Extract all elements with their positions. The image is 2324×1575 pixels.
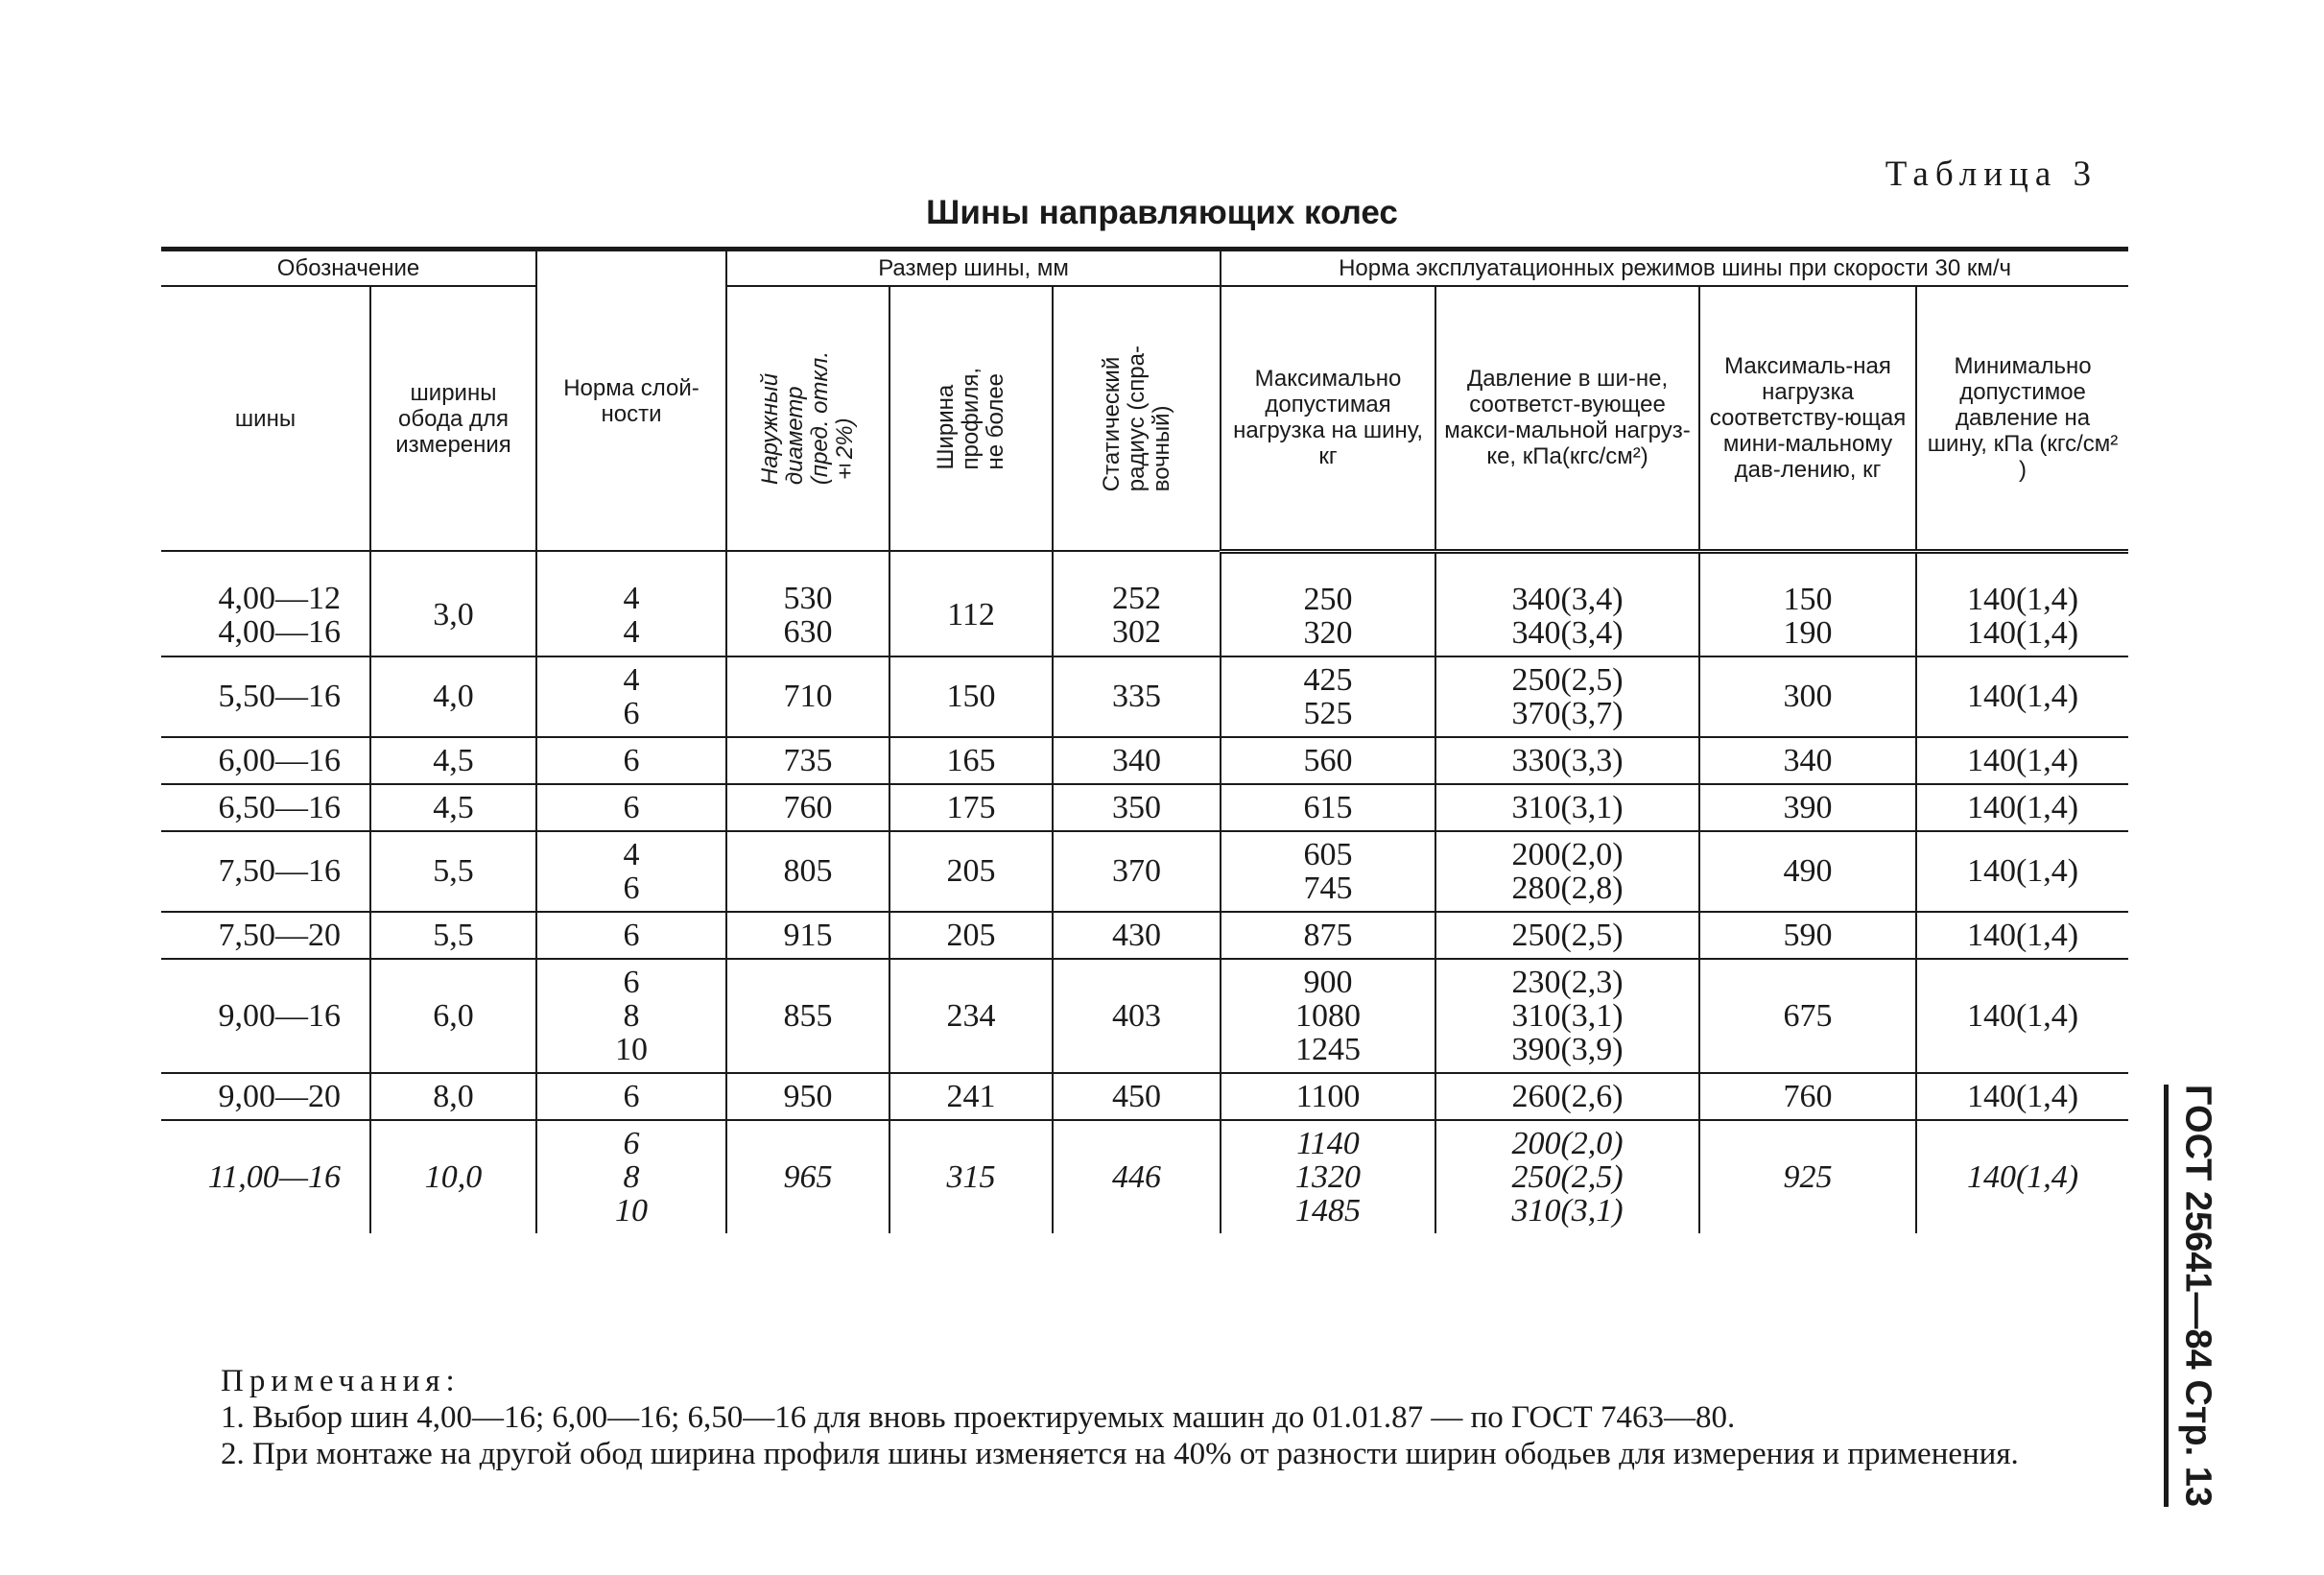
cell-profile-width: 315: [889, 1120, 1053, 1233]
page-side-label: [2164, 1085, 2226, 1507]
header-designation: Обозначение: [161, 251, 536, 286]
header-operating-norm: Норма эксплуатационных режимов шины при скорости 30 км/ч: [1221, 251, 2128, 286]
cell-rim-width: 10,0: [370, 1120, 536, 1233]
cell-max-load-min-pressure: 150 190: [1699, 551, 1916, 656]
cell-tire: 9,00—20: [161, 1073, 370, 1120]
cell-static-radius: 340: [1053, 737, 1221, 784]
cell-tire: 7,50—16: [161, 831, 370, 912]
cell-static-radius: 335: [1053, 656, 1221, 737]
cell-pressure: 230(2,3) 310(3,1) 390(3,9): [1435, 959, 1699, 1073]
cell-ply-rating: 6: [536, 912, 726, 959]
cell-outer-diameter: 530 630: [726, 551, 889, 656]
cell-rim-width: 8,0: [370, 1073, 536, 1120]
cell-max-load-min-pressure: 490: [1699, 831, 1916, 912]
cell-outer-diameter: 760: [726, 784, 889, 831]
header-static-radius-text: Статический радиус (спра- вочный): [1098, 345, 1174, 492]
header-profile-width-text: Ширина профиля, не более: [933, 367, 1008, 470]
cell-ply-rating: 4 6: [536, 656, 726, 737]
header-outer-diameter: [726, 286, 889, 551]
header-min-pressure: Минимально допустимое давление на шину, кПа (кгс/см² ): [1916, 286, 2128, 551]
header-tire-size: Размер шины, мм: [726, 251, 1221, 286]
tire-table-wrapper: [161, 247, 2128, 1233]
cell-max-load: 1100: [1221, 1073, 1435, 1120]
cell-rim-width: 5,5: [370, 831, 536, 912]
header-rim-width: ширины обода для измерения: [370, 286, 536, 551]
cell-static-radius: 446: [1053, 1120, 1221, 1233]
cell-max-load: 250 320: [1221, 551, 1435, 656]
cell-max-load-min-pressure: 300: [1699, 656, 1916, 737]
cell-pressure: 250(2,5): [1435, 912, 1699, 959]
cell-rim-width: 4,5: [370, 737, 536, 784]
side-label-text: ГОСТ 25641—84 Стр. 13: [2177, 1085, 2218, 1508]
cell-outer-diameter: 855: [726, 959, 889, 1073]
header-outer-diameter-text: Наружный диаметр (пред. откл. ±2%): [757, 351, 858, 486]
cell-max-load: 615: [1221, 784, 1435, 831]
cell-tire: 9,00—16: [161, 959, 370, 1073]
cell-pressure: 340(3,4) 340(3,4): [1435, 551, 1699, 656]
cell-min-pressure: 140(1,4): [1916, 959, 2128, 1073]
cell-profile-width: 205: [889, 912, 1053, 959]
cell-tire: 5,50—16: [161, 656, 370, 737]
tire-table: [161, 251, 2128, 1233]
table-label: Таблица 3: [1885, 155, 2098, 194]
cell-ply-rating: 4 6: [536, 831, 726, 912]
cell-max-load: 605 745: [1221, 831, 1435, 912]
header-profile-width: [889, 286, 1053, 551]
cell-min-pressure: 140(1,4): [1916, 656, 2128, 737]
cell-pressure: 200(2,0) 280(2,8): [1435, 831, 1699, 912]
cell-static-radius: 430: [1053, 912, 1221, 959]
cell-min-pressure: 140(1,4): [1916, 784, 2128, 831]
cell-min-pressure: 140(1,4): [1916, 1120, 2128, 1233]
cell-min-pressure: 140(1,4): [1916, 912, 2128, 959]
cell-max-load: 1140 1320 1485: [1221, 1120, 1435, 1233]
cell-profile-width: 175: [889, 784, 1053, 831]
cell-max-load: 425 525: [1221, 656, 1435, 737]
cell-max-load-min-pressure: 340: [1699, 737, 1916, 784]
table-row: [161, 656, 2128, 737]
cell-ply-rating: 6: [536, 784, 726, 831]
table-row: [161, 831, 2128, 912]
cell-ply-rating: 4 4: [536, 551, 726, 656]
cell-pressure: 330(3,3): [1435, 737, 1699, 784]
cell-profile-width: 234: [889, 959, 1053, 1073]
cell-tire: 7,50—20: [161, 912, 370, 959]
table-row: [161, 737, 2128, 784]
cell-static-radius: 252 302: [1053, 551, 1221, 656]
cell-outer-diameter: 710: [726, 656, 889, 737]
cell-min-pressure: 140(1,4) 140(1,4): [1916, 551, 2128, 656]
cell-max-load: 900 1080 1245: [1221, 959, 1435, 1073]
cell-outer-diameter: 915: [726, 912, 889, 959]
cell-ply-rating: 6 8 10: [536, 1120, 726, 1233]
cell-static-radius: 370: [1053, 831, 1221, 912]
cell-profile-width: 112: [889, 551, 1053, 656]
table-title: Шины направляющих колес: [926, 194, 1398, 231]
cell-rim-width: 3,0: [370, 551, 536, 656]
table-row: [161, 912, 2128, 959]
cell-outer-diameter: 805: [726, 831, 889, 912]
table-row: [161, 1073, 2128, 1120]
cell-static-radius: 450: [1053, 1073, 1221, 1120]
cell-min-pressure: 140(1,4): [1916, 831, 2128, 912]
header-ply-rating: Норма слой-ности: [536, 251, 726, 551]
cell-outer-diameter: 965: [726, 1120, 889, 1233]
cell-static-radius: 350: [1053, 784, 1221, 831]
cell-profile-width: 205: [889, 831, 1053, 912]
cell-rim-width: 5,5: [370, 912, 536, 959]
notes: [154, 1363, 2140, 1472]
cell-tire: 6,50—16: [161, 784, 370, 831]
cell-pressure: 260(2,6): [1435, 1073, 1699, 1120]
cell-max-load-min-pressure: 925: [1699, 1120, 1916, 1233]
cell-min-pressure: 140(1,4): [1916, 1073, 2128, 1120]
note-item: 2. При монтаже на другой обод ширина профиля шины изменяется на 40% от разности ширин ободьев для измерения и применения.: [221, 1437, 2019, 1471]
header-max-load-min-pressure: Максималь-ная нагрузка соответству-ющая мини-мальному дав-лению, кг: [1699, 286, 1916, 551]
cell-profile-width: 241: [889, 1073, 1053, 1120]
table-row: [161, 551, 2128, 656]
cell-max-load-min-pressure: 675: [1699, 959, 1916, 1073]
cell-ply-rating: 6: [536, 737, 726, 784]
table-row: [161, 1120, 2128, 1233]
cell-pressure: 200(2,0) 250(2,5) 310(3,1): [1435, 1120, 1699, 1233]
cell-max-load: 560: [1221, 737, 1435, 784]
cell-tire: 6,00—16: [161, 737, 370, 784]
cell-ply-rating: 6: [536, 1073, 726, 1120]
header-tire: шины: [161, 286, 370, 551]
cell-max-load-min-pressure: 760: [1699, 1073, 1916, 1120]
header-pressure: Давление в ши-не, соответст-вующее макси-мальной нагруз-ке, кПа(кгс/см²): [1435, 286, 1699, 551]
cell-pressure: 310(3,1): [1435, 784, 1699, 831]
cell-ply-rating: 6 8 10: [536, 959, 726, 1073]
cell-rim-width: 4,5: [370, 784, 536, 831]
header-static-radius: [1053, 286, 1221, 551]
cell-max-load: 875: [1221, 912, 1435, 959]
cell-outer-diameter: 950: [726, 1073, 889, 1120]
note-item: 1. Выбор шин 4,00—16; 6,00—16; 6,50—16 для вновь проектируемых машин до 01.01.87 — по ГОСТ 7463—80.: [221, 1400, 1736, 1435]
cell-profile-width: 150: [889, 656, 1053, 737]
cell-outer-diameter: 735: [726, 737, 889, 784]
cell-max-load-min-pressure: 390: [1699, 784, 1916, 831]
table-row: [161, 959, 2128, 1073]
cell-tire: 4,00—12 4,00—16: [161, 551, 370, 656]
cell-min-pressure: 140(1,4): [1916, 737, 2128, 784]
cell-max-load-min-pressure: 590: [1699, 912, 1916, 959]
cell-rim-width: 4,0: [370, 656, 536, 737]
cell-static-radius: 403: [1053, 959, 1221, 1073]
cell-pressure: 250(2,5) 370(3,7): [1435, 656, 1699, 737]
cell-profile-width: 165: [889, 737, 1053, 784]
cell-tire: 11,00—16: [207, 1158, 341, 1195]
notes-heading: Примечания:: [221, 1364, 461, 1398]
header-max-load: Максимально допустимая нагрузка на шину, кг: [1221, 286, 1435, 551]
cell-rim-width: 6,0: [370, 959, 536, 1073]
table-body: [161, 551, 2128, 1233]
table-row: [161, 784, 2128, 831]
